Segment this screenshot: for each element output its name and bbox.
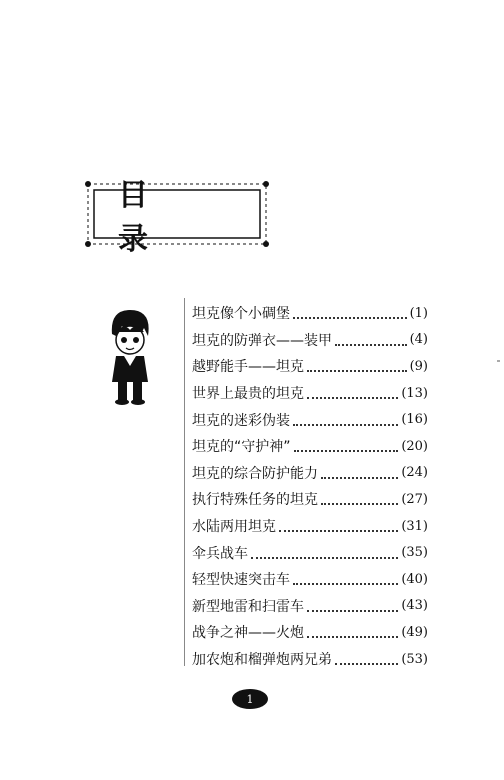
page-title: 目 录 <box>118 178 182 257</box>
toc-divider-line <box>184 298 185 666</box>
toc-entry[interactable]: 世界上最贵的坦克 (13) <box>192 385 428 403</box>
leader-dots <box>293 573 398 585</box>
leader-dots <box>335 334 407 346</box>
table-of-contents <box>192 300 428 672</box>
toc-entry[interactable]: 水陆两用坦克 (31) <box>192 518 428 536</box>
leader-dots <box>251 547 398 559</box>
toc-heading-frame <box>84 178 270 257</box>
toc-entry[interactable]: 战争之神——火炮 (49) <box>192 624 428 642</box>
toc-entry[interactable]: 轻型快速突击车 (40) <box>192 571 428 589</box>
toc-entry[interactable]: 坦克的迷彩伪装 (16) <box>192 412 428 429</box>
leader-dots <box>307 626 398 638</box>
toc-entry[interactable]: 越野能手——坦克 (9) <box>192 358 428 376</box>
leader-dots <box>294 440 399 452</box>
page-number-badge: 1 <box>232 689 268 709</box>
toc-entry[interactable]: 新型地雷和扫雷车 (43) <box>192 598 428 615</box>
toc-entry[interactable]: 坦克的综合防护能力 (24) <box>192 465 428 482</box>
leader-dots <box>279 520 398 532</box>
leader-dots <box>293 307 407 319</box>
cartoon-boy-icon <box>98 306 162 406</box>
leader-dots <box>321 493 398 505</box>
scan-mark <box>497 360 500 362</box>
leader-dots <box>293 414 398 426</box>
toc-entry[interactable]: 坦克的防弹衣——装甲 (4) <box>192 332 428 349</box>
toc-entry[interactable]: 加农炮和榴弹炮两兄弟 (53) <box>192 651 428 669</box>
toc-entry[interactable]: 伞兵战车 (35) <box>192 545 428 562</box>
toc-entry[interactable]: 坦克的“守护神” (20) <box>192 438 428 456</box>
leader-dots <box>321 467 398 479</box>
leader-dots <box>335 653 398 665</box>
leader-dots <box>307 600 398 612</box>
toc-entry[interactable]: 执行特殊任务的坦克 (27) <box>192 491 428 509</box>
leader-dots <box>307 387 398 399</box>
leader-dots <box>307 360 407 372</box>
toc-entry[interactable]: 坦克像个小碉堡 (1) <box>192 305 428 323</box>
